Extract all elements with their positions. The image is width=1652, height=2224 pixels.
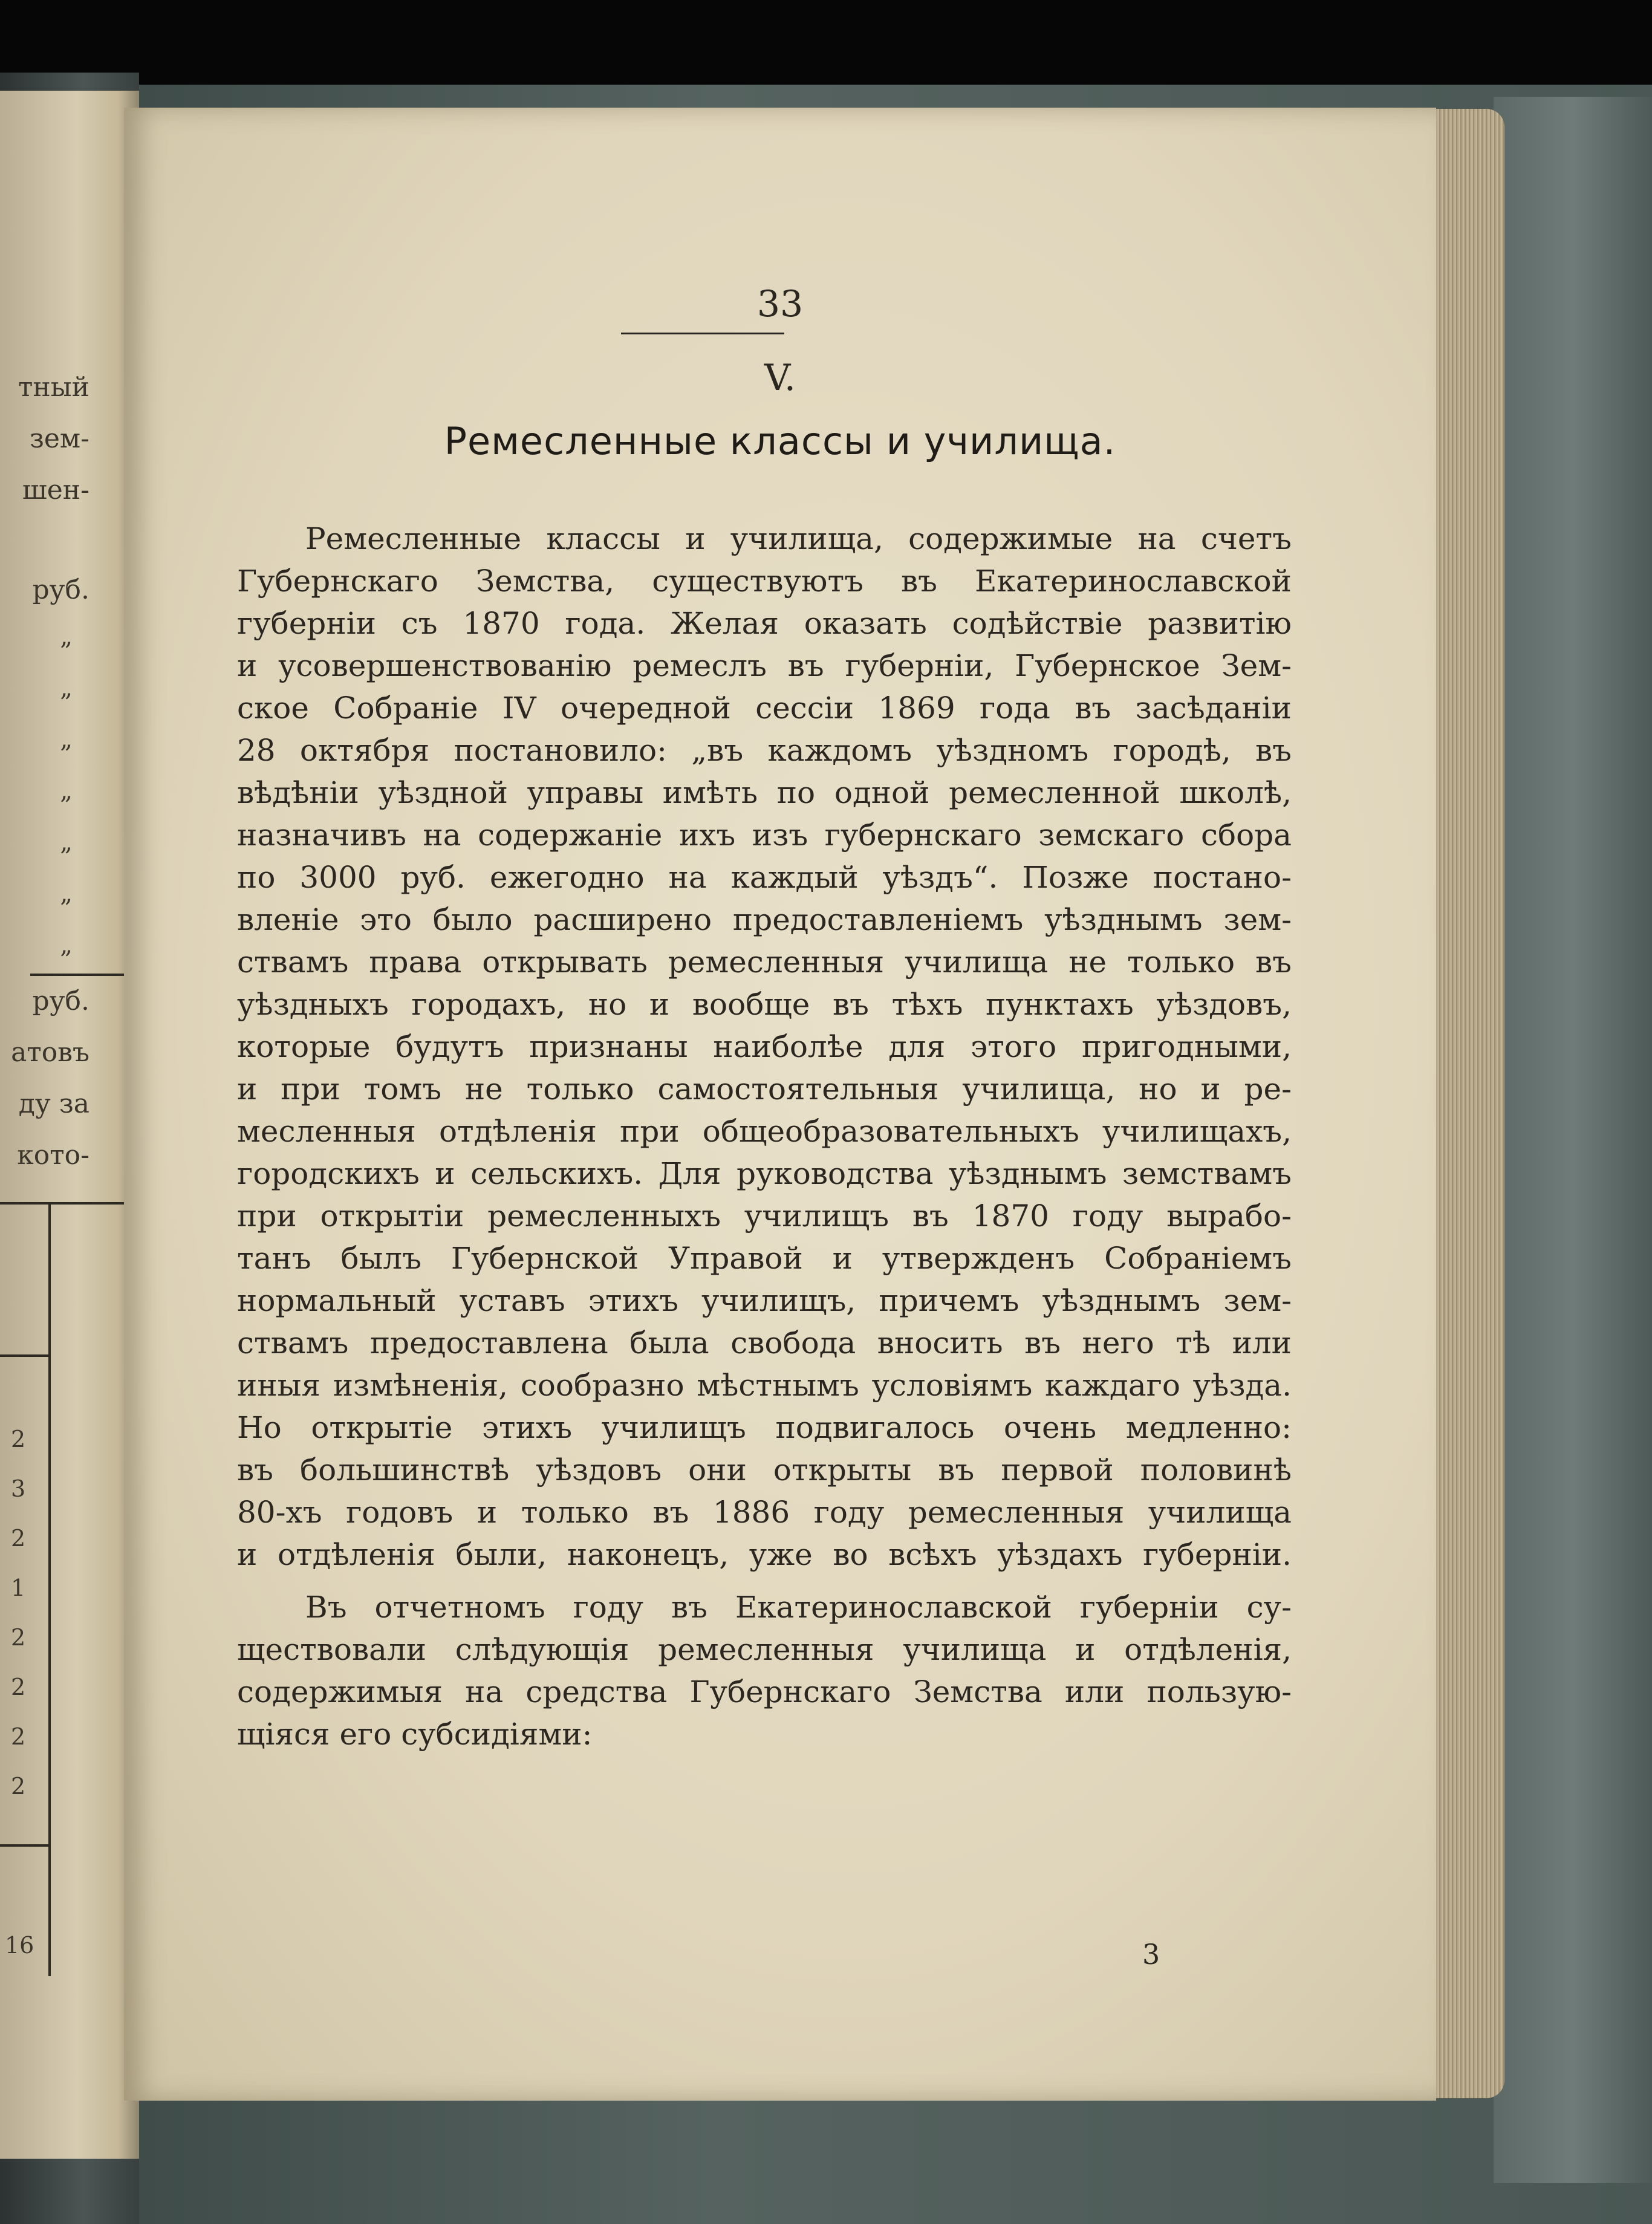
- header-rule: [621, 333, 784, 334]
- left-page-table-top-rule: [0, 1202, 139, 1205]
- text-line: ществовали слѣдующія ремесленныя училища и отдѣленія,: [237, 1632, 1292, 1667]
- text-line: назначивъ на содержаніе ихъ изъ губернскаго земскаго сбора: [237, 818, 1292, 853]
- text-line: вѣдѣніи уѣздной управы имѣть по одной ремесленной школѣ,: [237, 775, 1292, 810]
- left-page-line: руб.: [32, 986, 89, 1016]
- text-line: уѣздныхъ городахъ, но и вообще въ тѣхъ пунктахъ уѣздовъ,: [237, 987, 1292, 1022]
- left-page-table-column-rule: [48, 1202, 51, 1976]
- left-page-line: шен-: [22, 475, 89, 506]
- left-page-number: 2: [11, 1773, 26, 1800]
- left-page-number: 2: [11, 1525, 26, 1552]
- text-line: ское Собраніе IV очередной сессіи 1869 года въ засѣданіи: [237, 691, 1292, 726]
- left-page-number: 1: [11, 1575, 26, 1601]
- text-line: Но открытіе этихъ училищъ подвигалось очень медленно:: [237, 1410, 1292, 1445]
- left-page-total: 16: [5, 1932, 34, 1959]
- left-page-number: 2: [11, 1674, 26, 1700]
- left-page-line: ду за: [18, 1088, 89, 1119]
- text-line: и при томъ не только самостоятельныя училища, но и ре-: [237, 1071, 1292, 1107]
- previous-page-fragment: [0, 91, 139, 2159]
- text-line: нормальный уставъ этихъ училищъ, причемъ уѣзднымъ зем-: [237, 1283, 1292, 1318]
- text-line: Въ отчетномъ году въ Екатеринославской губерніи су-: [305, 1590, 1292, 1625]
- text-line: въ большинствѣ уѣздовъ они открыты въ первой половинѣ: [237, 1452, 1292, 1488]
- text-line: которые будутъ признаны наиболѣе для этого пригодными,: [237, 1029, 1292, 1064]
- left-page-line: атовъ: [11, 1037, 89, 1068]
- text-line: и отдѣленія были, наконецъ, уже во всѣхъ уѣздахъ губерніи.: [237, 1537, 1292, 1572]
- ditto-mark: „: [60, 623, 73, 651]
- left-page-rule: [30, 974, 139, 976]
- text-line: содержимыя на средства Губернскаго Земства или пользую-: [237, 1674, 1292, 1709]
- left-page-table-header-rule: [0, 1354, 48, 1357]
- book-page: [124, 108, 1436, 2101]
- ditto-mark: „: [60, 880, 73, 908]
- left-page-line: зем-: [29, 423, 89, 454]
- left-page-number: 3: [11, 1475, 26, 1502]
- signature-mark: 3: [1142, 1938, 1160, 1971]
- ditto-mark: „: [60, 828, 73, 856]
- left-page-line: тный: [18, 372, 89, 403]
- text-line: при открытіи ремесленныхъ училищъ въ 1870 году вырабо-: [237, 1198, 1292, 1234]
- text-line: городскихъ и сельскихъ. Для руководства уѣзднымъ земствамъ: [237, 1156, 1292, 1191]
- ditto-mark: „: [60, 726, 73, 753]
- text-line: 28 октября постановило: „въ каждомъ уѣздномъ городѣ, въ: [237, 733, 1292, 768]
- left-page-number: 2: [11, 1624, 26, 1651]
- left-page-line: кото-: [17, 1140, 89, 1171]
- text-line: Губернскаго Земства, существуютъ въ Екатеринославской: [237, 564, 1292, 599]
- text-line: Ремесленные классы и училища, содержимые на счетъ: [305, 521, 1292, 556]
- text-line: ствамъ права открывать ремесленныя училища не только въ: [237, 945, 1292, 980]
- text-line: и усовершенствованію ремеслъ въ губерніи, Губернское Зем-: [237, 648, 1292, 683]
- page-number: 33: [756, 283, 804, 325]
- text-line: щіяся его субсидіями:: [237, 1717, 593, 1752]
- text-line: ствамъ предоставлена была свобода вносить въ него тѣ или: [237, 1325, 1292, 1361]
- left-page-total-rule: [0, 1844, 48, 1847]
- ditto-mark: „: [60, 777, 73, 805]
- chapter-number: V.: [764, 357, 796, 399]
- text-line: по 3000 руб. ежегодно на каждый уѣздъ“. Позже постано-: [237, 860, 1292, 895]
- text-line: вленіе это было расширено предоставленіемъ уѣзднымъ зем-: [237, 902, 1292, 937]
- ditto-mark: „: [60, 674, 73, 702]
- left-page-line: руб.: [32, 574, 89, 605]
- chapter-title: Ремесленные классы и училища.: [444, 419, 1116, 463]
- left-page-number: 2: [11, 1426, 26, 1452]
- left-page-number: 2: [11, 1723, 26, 1750]
- ditto-mark: „: [60, 931, 73, 959]
- text-line: иныя измѣненія, сообразно мѣстнымъ условіямъ каждаго уѣзда.: [237, 1368, 1292, 1403]
- text-line: танъ былъ Губернской Управой и утвержденъ Собраніемъ: [237, 1241, 1292, 1276]
- book-cover-right-edge: [1494, 97, 1652, 2183]
- text-line: губерніи съ 1870 года. Желая оказать содѣйствіе развитію: [237, 606, 1292, 641]
- text-line: месленныя отдѣленія при общеобразовательныхъ училищахъ,: [237, 1114, 1292, 1149]
- text-line: 80-хъ годовъ и только въ 1886 году ремесленныя училища: [237, 1495, 1292, 1530]
